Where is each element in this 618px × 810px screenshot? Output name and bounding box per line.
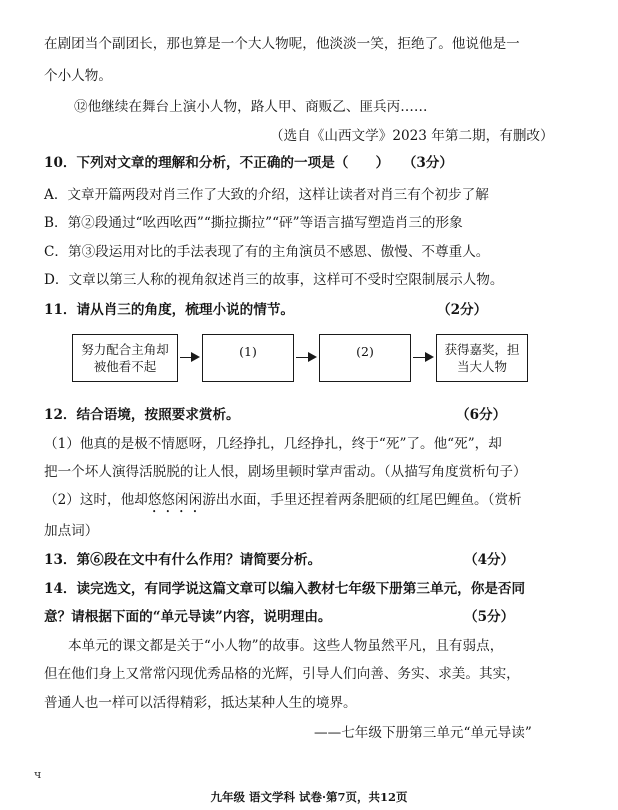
flow-arrow: [180, 357, 198, 358]
option-c: C．第③段运用对比的手法表现了有的主角演员不感恩、傲慢、不尊重人。: [44, 244, 490, 260]
question-13-points: （4分）: [464, 552, 515, 568]
flow-arrow: [413, 357, 432, 358]
question-12-stem: 12．结合语境，按照要求赏析。: [44, 407, 240, 423]
passage-line: 个小人物。: [44, 68, 112, 84]
flow-box-end: 获得嘉奖，担当大人物: [436, 334, 528, 382]
q12-item-1-line: 把一个坏人演得活脱脱的让人恨，剧场里顿时掌声雷动。（从描写角度赏析句子）: [44, 464, 527, 480]
flow-arrow: [296, 357, 315, 358]
unit-guide-attribution: ——七年级下册第三单元“单元导读”: [314, 725, 532, 741]
corner-mark: ч: [34, 768, 42, 781]
q12-item-1-line: （1）他真的是极不情愿呀，几经挣扎，几经挣扎，终于“死”了。他“死”，却: [44, 436, 502, 452]
unit-guide-line: 普通人也一样可以活得精彩，抵达某种人生的境界。: [44, 695, 357, 711]
flow-box-blank-2[interactable]: [319, 334, 411, 382]
flow-box-start: 努力配合主角却被他看不起: [72, 334, 178, 382]
unit-guide-line: 本单元的课文都是关于“小人物”的故事。这些人物虽然平凡，且有弱点，: [68, 638, 504, 654]
passage-line: 在剧团当个副团长，那也算是一个大人物呢，他淡淡一笑，拒绝了。他说他是一: [44, 36, 520, 52]
blank-1-label: (1): [239, 344, 257, 359]
option-a: A．文章开篇两段对肖三作了大致的介绍，这样让读者对肖三有个初步了解: [44, 187, 489, 203]
question-14-stem: 14．读完选文，有同学说这篇文章可以编入教材七年级下册第三单元，你是否同: [44, 581, 526, 597]
q12-item-2-post: 游出水面，手里还捏着两条肥硕的红尾巴鲤鱼。（赏析: [202, 492, 522, 508]
flow-box-blank-1[interactable]: [202, 334, 294, 382]
passage-paragraph-12: ⑫他继续在舞台上演小人物，路人甲、商贩乙、匪兵丙……: [74, 99, 428, 115]
q12-item-2-line: [44, 490, 522, 516]
q12-dotted-words: 悠悠闲闲: [147, 492, 203, 508]
option-b: B．第②段通过“吆西吆西”“撕拉撕拉”“砰”等语言描写塑造肖三的形象: [44, 215, 463, 231]
question-12-points: （6分）: [456, 407, 507, 423]
option-d: D．文章以第三人称的视角叙述肖三的故事，这样可不受时空限制展示人物。: [44, 272, 504, 288]
question-14-stem: 意？请根据下面的“单元导读”内容，说明理由。: [44, 609, 332, 625]
unit-guide-line: 但在他们身上又常常闪现优秀品格的光辉，引导人们向善、务实、求美。其实，: [44, 666, 520, 682]
question-11-stem: 11．请从肖三的角度，梳理小说的情节。: [44, 302, 295, 318]
q12-item-2-pre: （2）这时，他却: [44, 492, 148, 508]
question-14-points: （5分）: [464, 609, 515, 625]
page-footer: 九年级 语文学科 试卷·第7页，共12页: [210, 790, 408, 804]
q12-item-2-end: 加点词）: [44, 523, 99, 539]
question-13-stem: 13．第⑥段在文中有什么作用？请简要分析。: [44, 552, 322, 568]
source-citation: （选自《山西文学》2023 年第二期，有删改）: [270, 128, 554, 144]
blank-2-label: (2): [356, 344, 374, 359]
question-10-stem: 10．下列对文章的理解和分析，不正确的一项是（ ） （3分）: [44, 155, 453, 171]
question-11-points: （2分）: [437, 302, 488, 318]
